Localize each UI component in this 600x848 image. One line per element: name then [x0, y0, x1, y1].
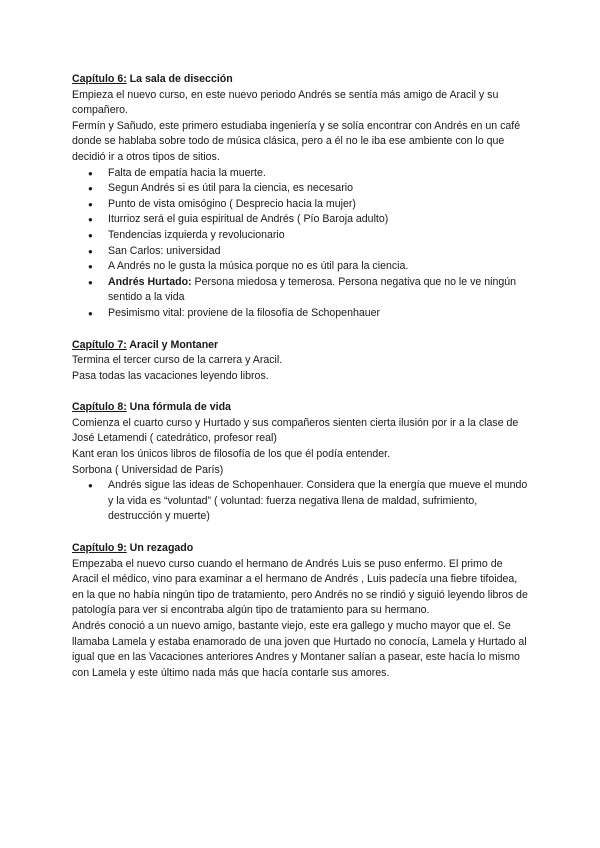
- paragraph: Comienza el cuarto curso y Hurtado y sus compañeros sienten cierta ilusión por ir a la clase de José Letamendi ( catedrático, profesor real): [72, 416, 519, 445]
- chapter-8-number: Capítulo 8:: [72, 401, 127, 414]
- list-item: ● Pesimismo vital: proviene de la filosofía de Schopenhauer: [102, 306, 528, 322]
- chapter-8-heading: [72, 400, 528, 416]
- list-item: ● Punto de vista omisógino ( Desprecio hacia la mujer): [102, 197, 528, 213]
- chapter-6-heading: [72, 72, 528, 88]
- chapter-9-heading: [72, 541, 528, 557]
- chapter-9-number: Capítulo 9:: [72, 542, 127, 555]
- chapter-7: [72, 338, 528, 385]
- list-item: ● San Carlos: universidad: [102, 244, 528, 260]
- chapter-8-title: Una fórmula de vida: [126, 401, 231, 414]
- paragraph: Termina el tercer curso de la carrera y Aracil.: [72, 354, 283, 367]
- list-item: ● A Andrés no le gusta la música porque no es útil para la ciencia.: [102, 259, 528, 275]
- list-item: ● Andrés sigue las ideas de Schopenhauer. Considera que la energía que mueve el mundo y la vida es “voluntad” ( voluntad: fuerza negativa llena de maldad, sufrimiento, destrucción y muerte): [102, 478, 528, 525]
- list-item: ● Tendencias izquierda y revolucionario: [102, 228, 528, 244]
- bold-label: Andrés Hurtado:: [108, 275, 192, 288]
- chapter-8: [72, 400, 528, 525]
- list-item: ● Falta de empatía hacia la muerte.: [102, 166, 528, 182]
- list-item-text: Persona miedosa y temerosa. Persona negativa que no le ve ningún sentido a la vida: [108, 275, 517, 304]
- paragraph: Fermín y Sañudo, este primero estudiaba ingeniería y se solía encontrar con Andrés en un café donde se hablaba sobre todo de música clásica, pero a él no le iba ese ambiente con lo que decidió ir a otros tipos de sitios.: [72, 119, 521, 163]
- list-item: ● Segun Andrés si es útil para la ciencia, es necesario: [102, 181, 528, 197]
- paragraph: Andrés conoció a un nuevo amigo, bastante viejo, este era gallego y mucho mayor que el. Se llamaba Lamela y estaba enamorado de una joven que Hurtado no conocía, Lamela y Hurtado al igual que en las Vacaciones anteriores Andres y Montaner salían a pasear, este hacía lo mismo con Lamela y este último nada más que hacía contarle sus amores.: [72, 620, 527, 679]
- chapter-7-heading: [72, 338, 528, 354]
- bullet-list: [72, 166, 528, 322]
- list-item: ● Iturrioz será el guia espiritual de Andrés ( Pío Baroja adulto): [102, 212, 528, 228]
- list-item: [102, 275, 528, 306]
- paragraph: Empezaba el nuevo curso cuando el hermano de Andrés Luis se puso enfermo. El primo de Aracil el médico, vino para examinar a el hermano de Andrés , Luis padecía una fiebre tifoidea, en la que no había ningún tipo de tratamiento, pero Andrés no se rindió y siguió leyendo libros de patología para ver si encontraba algún tipo de tratamiento para su hermano.: [72, 557, 528, 617]
- chapter-6-title: La sala de disección: [126, 73, 233, 85]
- paragraph: Kant eran los únicos libros de filosofía de los que él podía entender.: [72, 448, 391, 461]
- paragraph: Sorbona ( Universidad de París): [72, 463, 224, 476]
- paragraph: Pasa todas las vacaciones leyendo libros.: [72, 369, 269, 382]
- chapter-7-number: Capítulo 7:: [72, 338, 127, 351]
- chapter-7-title: Aracil y Montaner: [126, 338, 219, 351]
- chapter-9-title: Un rezagado: [126, 542, 194, 555]
- chapter-6: [72, 72, 528, 322]
- chapter-9: [72, 541, 528, 681]
- bullet-list: [72, 478, 528, 525]
- paragraph: Empieza el nuevo curso, en este nuevo periodo Andrés se sentía más amigo de Aracil y su compañero.: [72, 88, 499, 117]
- chapter-6-number: Capítulo 6:: [72, 73, 127, 85]
